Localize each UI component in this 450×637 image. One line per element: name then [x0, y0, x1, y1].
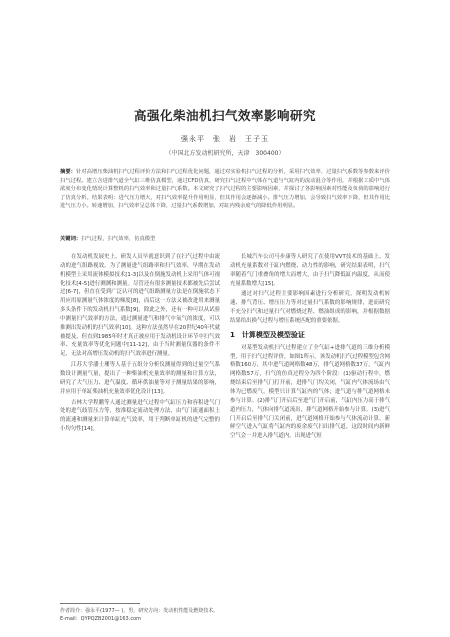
- abstract-text: 针对高增压柴油机扫气过程评价方法和扫气过程优化问题，通过对实验机扫气过程的分析，采用扫气效率、过量扫气系数等参数来评价扫气过程。建立含进排气道全气缸三维仿真模型，通过CFD仿真，研究扫气过程中气体在气道与气缸内的流动混合等作用，并根据工质中气体浓度分布变化情况计算整机的扫气效率和过量扫气系数。本文研究了扫气过程的主要影响因素，并探讨了各影响因素对性能及负荷的影响进行了仿真分析。结果表明：进气压力增大，对扫气效率提升作用明显，但其作用会逐渐减小。排气压力增加，会导致扫气效率下降，但其作用比进气压力小。转速增加，扫气效率呈总体下降，过量扫气系数增加，对缸内残余废气的降低作用明显。: [60, 169, 390, 210]
- abstract: [60, 168, 390, 211]
- footnote-divider: [60, 603, 140, 604]
- paper-affiliation: （中国北方发动机研究所，天津 300400）: [165, 150, 285, 157]
- left-paragraph-1: 在发动机发展史上，研发人员早就意识到了在扫气过程中由流动的进气组路视效，为了测量进气组路率和扫气效率，早期在发动机模型上采用流体模拟技术[1-3]以及在倒施发动机上采用气体可视化技术[4-5]进行测测和测量。尽管还有很多测量技术都被先后尝试过[6-7]，但直在受到广泛认可的进气组路测量方法是在倒施状态下用应用原测量气体浓度的梯度[8]，而后这一方法又被改进用来测量多头条件下的发动机扫气系数[9]，除此之外，还有一种可以从试验中测量扫气效率的方法，通过测量进气和排气中氧气的浓度，可以推测出发动机的扫气效率[10]。这种方法虽然早在20世纪40年代就被提及，但直到1985年时才真正被应用于发动机设计环节中扫气效率、充量效率等优化问题中[11-12]，由于当时测量仪器的条件不足，无法对高增压发动机的扫气效率进行测量。: [60, 254, 220, 358]
- paper-title: 高强化柴油机扫气效率影响研究: [133, 108, 316, 123]
- footnote-author-info: 作者简介：强永平(1977— )，男，研究方向：发动机性能及燃烧技术。: [60, 608, 219, 614]
- section-heading: 1 计算模型及模型验证: [230, 330, 305, 339]
- left-paragraph-3: 吉林大学程鹏等人通过测量进气过程中气缸压力和容积进气门处的进气歧管压力等，按准稳定流动处理方法，由气门流通面积上的流速和测量来计算单缸充气效率，用于判断单缸机的进气完整的小均匀性[14]。: [60, 399, 220, 433]
- right-paragraph-2: 通过对扫气过程主要影响因素进行分析研究，探明发动机转速、排气背压、增压压力等对过量扫气系数的影响规律，进而研究不充分扫气和过量扫气对燃烧过程、燃油组成的影响，并根据数据结果给出换气过程与增压系统匹配的重要依据。: [230, 291, 390, 324]
- keywords: [60, 234, 390, 242]
- right-paragraph-3: 对某型发动机扫气过程建立了全气缸+进排气道的三维分析模型，用于扫气过程评价，如图1所示。该发动机扫气过程模型包含网格数160万，其中进气道网格数48万，排气道网格数37万，气缸内网格数57万，扫气的仿真过程分为四个阶段：(1)驱动行程中，燃烧结束后至排气门打开前，进排气门均关闭，气缸内气体流场由气体为已燃废气，模型只计算气缸内的气体；进气道与排气道网格未参与计算。(2)排气门开启后至进气门开启前，气缸内压力高于排气道内压力，气体向排气道流出，排气道网格开始参与计算。(3)进气门开启后至排气门关闭前，进气道网格开始参与气体流动计算，新鲜空气进入气缸将气缸内的废余废气扫出排气道，这段时间内新鲜空气会一并进入排气道内，出现进气短: [230, 344, 390, 440]
- paper-authors: 强永平 张 岩 王子玉: [181, 135, 269, 143]
- abstract-label: 摘要：: [60, 169, 76, 175]
- left-column: [60, 253, 220, 436]
- left-paragraph-2: 江苏大学潘士珊等人基于五组分分析仪测量得到的过量空气系数设计测量气量，提出了一种柴油机充量效率的测量和计算方法，研究了大气压力、进气温度、循环供油量等对于测量结果的影响，并应用于单缸柴油机充量效率优化设计[13]。: [60, 362, 220, 395]
- footnote-email: E-mail：QYPQZB2001@163.com: [60, 616, 142, 622]
- keywords-label: 关键词：: [60, 236, 82, 242]
- keywords-text: 扫气过程，扫气效率，仿真模型: [81, 236, 156, 242]
- right-column: [230, 253, 390, 443]
- footnote: [60, 607, 390, 623]
- right-paragraph-1: 长城汽车公司马步康等人研究了在使用VVT技术的基础上，发动机充量系数对于缸内燃烧、动力性的影响，研究结果表明，扫气率随着气门重叠角的增大而增大，由于扫气降低缸内温度，从而使充量系数增大[15]。: [230, 254, 390, 287]
